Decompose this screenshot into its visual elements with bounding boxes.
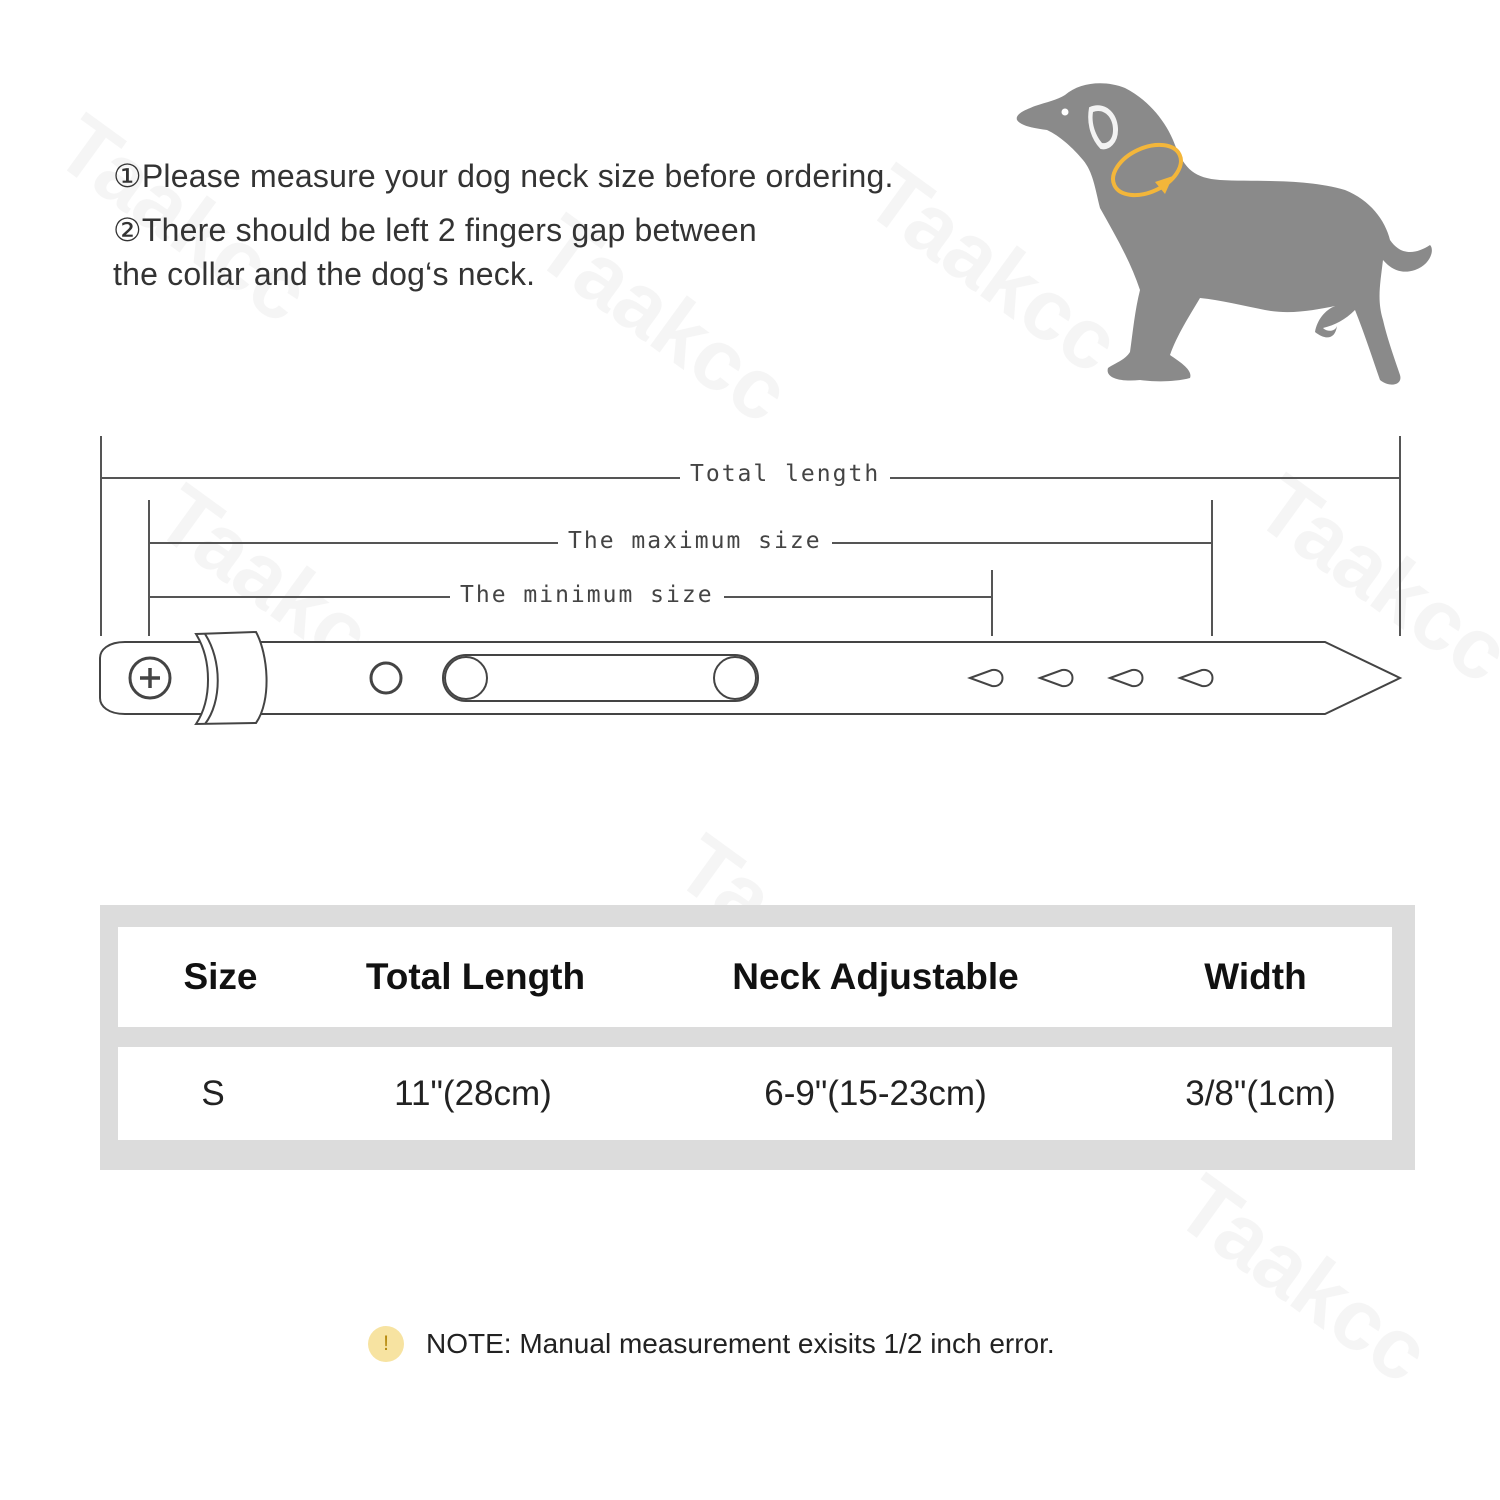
watermark (1158, 1156, 1447, 1404)
maximum-size-label: The maximum size (558, 528, 832, 554)
table-row (118, 1047, 1392, 1140)
note-text: NOTE: Manual measurement exisits 1/2 inch error. (426, 1328, 1055, 1359)
dog-silhouette (1017, 83, 1432, 384)
size-table (100, 905, 1415, 1170)
collar-hole (371, 663, 401, 693)
instruction-line-1: ①Please measure your dog neck size before ordering. (113, 158, 894, 194)
collar-diagram (0, 620, 1500, 740)
instruction-line-3: the collar and the dog‘s neck. (113, 256, 536, 292)
note (368, 1326, 1055, 1362)
header-width: Width (1204, 956, 1307, 997)
cell-width: 3/8"(1cm) (1185, 1073, 1336, 1113)
cell-size: S (201, 1073, 225, 1113)
table-header-row (118, 927, 1392, 1027)
minimum-size-label: The minimum size (450, 582, 724, 608)
total-length-label: Total length (680, 461, 890, 487)
header-total-length: Total Length (365, 956, 586, 997)
header-neck-adjustable: Neck Adjustable (732, 956, 1019, 997)
warning-icon: ! (368, 1326, 404, 1362)
header-size: Size (183, 956, 258, 997)
dog-illustration (1005, 70, 1445, 400)
instruction-line-2: ②There should be left 2 fingers gap between (113, 212, 757, 248)
cell-total-length: 11"(28cm) (394, 1073, 552, 1113)
name-plate (443, 655, 758, 701)
cell-neck-adjustable: 6-9"(15-23cm) (764, 1073, 987, 1113)
